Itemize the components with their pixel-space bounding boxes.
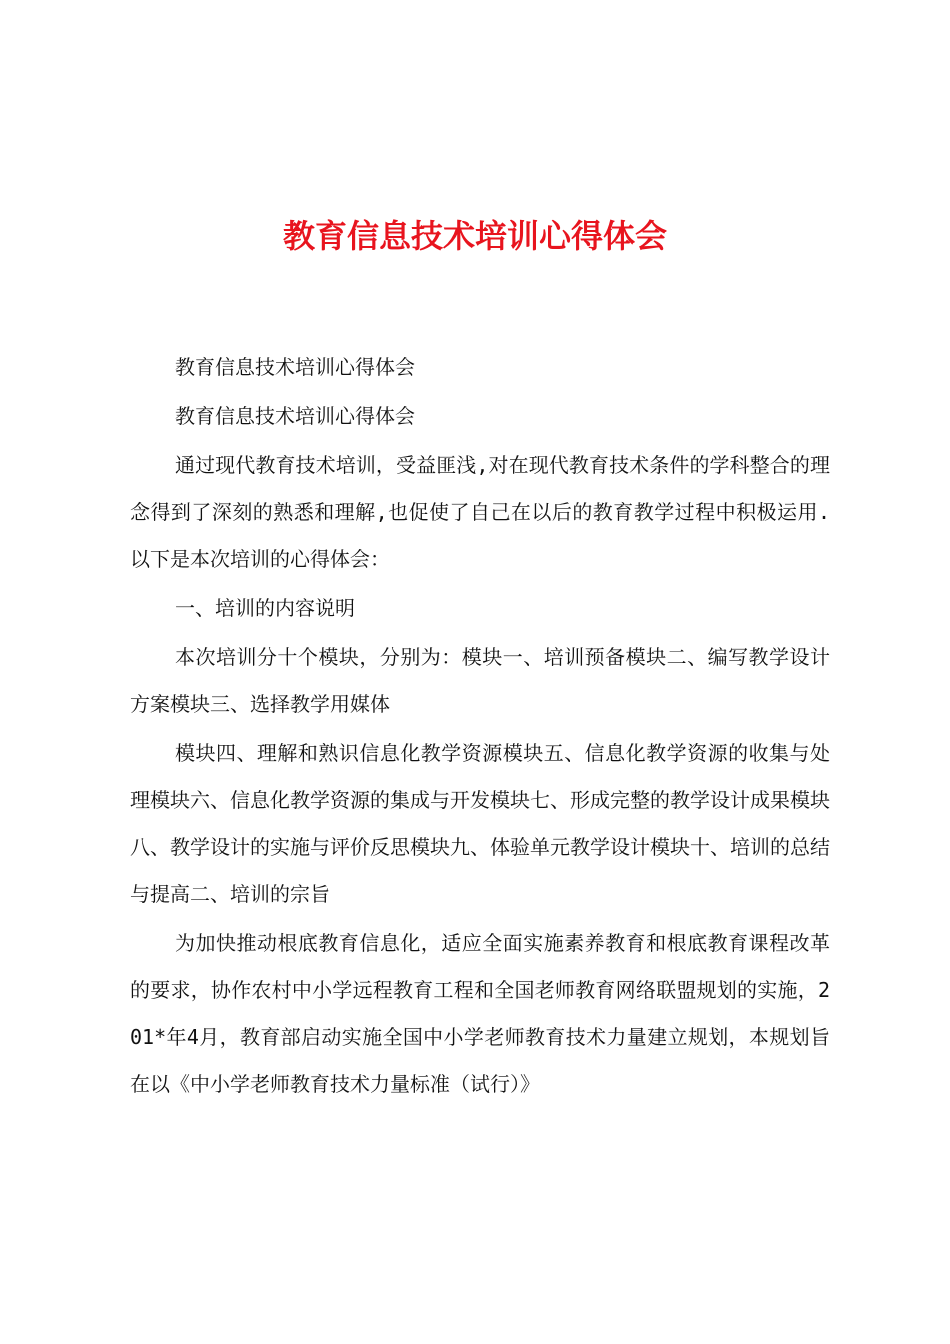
paragraph-intro: 通过现代教育技术培训，受益匪浅,对在现代教育技术条件的学科整合的理念得到了深刻的熟悉和理解,也促使了自己在以后的教育教学过程中积极运用.以下是本次培训的心得体会： — [130, 453, 830, 571]
paragraph-purpose: 为加快推动根底教育信息化，适应全面实施素养教育和根底教育课程改革的要求，协作农村中小学远程教育工程和全国老师教育网络联盟规划的实施，201*年4月，教育部启动实施全国中小学老师教育技术力量建立规划，本规划旨在以《中小学老师教育技术力量标准（试行）》 — [130, 931, 830, 1096]
paragraph-modules-1: 本次培训分十个模块，分别为：模块一、培训预备模块二、编写教学设计方案模块三、选择教学用媒体 — [130, 645, 830, 716]
document-body — [130, 344, 830, 1110]
paragraph-section-one-heading: 一、培训的内容说明 — [175, 596, 355, 620]
paragraph-heading-repeat-2: 教育信息技术培训心得体会 — [175, 404, 415, 428]
document-title: 教育信息技术培训心得体会 — [282, 217, 667, 255]
paragraph-modules-2: 模块四、理解和熟识信息化教学资源模块五、信息化教学资源的收集与处理模块六、信息化教学资源的集成与开发模块七、形成完整的教学设计成果模块八、教学设计的实施与评价反思模块九、体验单元教学设计模块十、培训的总结与提高二、培训的宗旨 — [130, 741, 830, 906]
paragraph-heading-repeat-1: 教育信息技术培训心得体会 — [175, 355, 415, 379]
